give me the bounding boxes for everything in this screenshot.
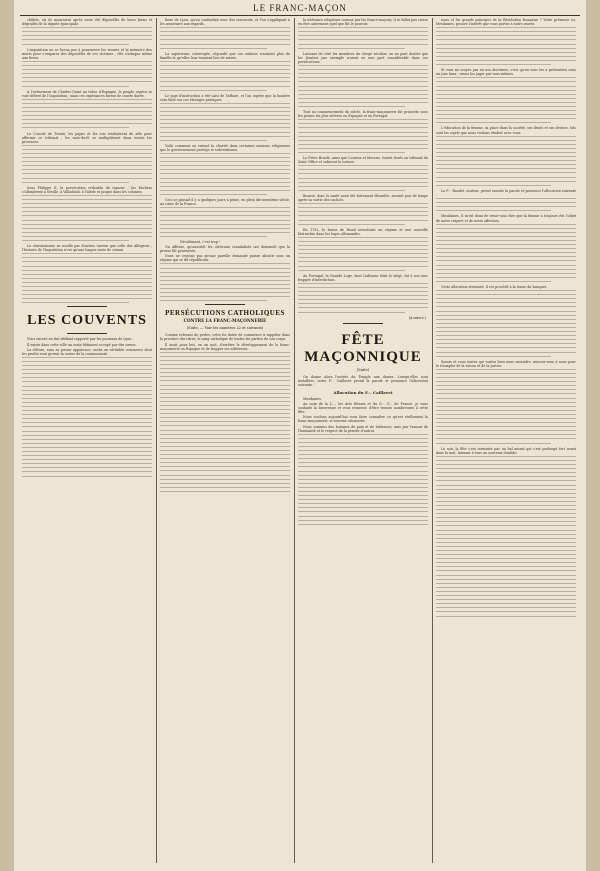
article-paragraph: Au nom de la L.·., les Arts Réunis et du G.·. O.·. de France, je vous souhaite la bienvenue et vous remercie d'être venues nombreuses à cette fête.	[298, 402, 428, 415]
column-divider	[294, 18, 295, 863]
text-block	[160, 207, 290, 237]
article-paragraph: Le F.·. Baudet, orateur, prend ensuite la parole et prononce l'allocution suivante :	[436, 188, 576, 197]
article-paragraph: châtiés, où ils mouraient après avoir été dépouillés de leurs biens et dégradés de la dignité épiscopale.	[22, 18, 152, 27]
article-paragraph: Le Frère Bruslé, ainsi que Coustos et Moreno, furent livrés au tribunal du Saint-Office et subirent la torture.	[298, 156, 428, 165]
text-block	[436, 456, 576, 617]
article-paragraph: L'inquisition ne se borna pas à poursuivre les vivants et la mémoire des morts pour s'emparer des dépouilles de ces victimes ; elle s'attaqua même aux livres.	[22, 47, 152, 60]
article-paragraph: Ceci se passait il y a quelques jours à peine, en plein dix-neuvième siècle, au cœur de la France.	[160, 198, 290, 207]
column-divider	[156, 18, 157, 863]
article-paragraph: Au Portugal, la Grande Loge, dont Lisbonne était le siège, fut à son tour frappée d'interdiction.	[298, 273, 428, 282]
column-divider	[432, 18, 433, 863]
article-paragraph: Nous ne croyons pas qu'une pareille demande puisse aboutir sous un régime qui se dit républicain.	[160, 254, 290, 263]
article-paragraph: On donne alors l'entrée du Temple aux dames. Lorsqu'elles sont installées, notre F.·. Caillavet prend la parole et prononce l'allocution suivante :	[298, 374, 428, 387]
article-paragraph: Mesdames, il m'est doux de venir vous dire que la femme a toujours été l'objet de notre respect et de notre affection.	[436, 214, 576, 223]
article-paragraph: Le Concile de Trente, les papes et les rois rivalisèrent de zèle pour affermir ce tribunal ; les auto-da-fé se multiplièrent dans toutes les provinces.	[22, 131, 152, 144]
text-block	[22, 145, 152, 183]
article-paragraph: Comme relevant de perles, cette foi datée de commence à rappeler dans la province des titres, le sang catholique de toutes les parties de son corps.	[160, 333, 290, 342]
text-block	[436, 136, 576, 186]
section-separator	[67, 306, 107, 307]
article-paragraph: En 1792, le baron de Hund introduisit un régime et une nouvelle hiérarchie dans les loges allemandes.	[298, 227, 428, 236]
column-3	[298, 18, 428, 863]
text-block	[298, 203, 428, 224]
text-block	[22, 195, 152, 241]
dialogue-line: Décidément, c'est trop !	[180, 239, 221, 244]
right-page-edge	[586, 0, 600, 871]
column-4	[436, 18, 576, 863]
text-block	[22, 357, 152, 477]
article-paragraph: On affirme, qu'aussitôt les cléricaux scandalisés ont demandé que la presse fût poursuivie.	[160, 245, 290, 254]
article-paragraph: Nous sommes des hommes de paix et de tolérance, unis par l'amour de l'humanité et le respect de la pensée d'autrui.	[298, 424, 428, 433]
text-block	[160, 153, 290, 195]
section-separator	[67, 333, 107, 334]
article-paragraph: Brunsé, dont la santé avait été fortement ébranlée, mourut peu de temps après sa sortie des cachots.	[298, 193, 428, 203]
text-block	[22, 253, 152, 303]
text-block	[436, 198, 576, 211]
text-block	[160, 61, 290, 91]
text-block	[298, 434, 428, 525]
article-paragraph: Le soir, la fête s'est terminée par un bal animé qui s'est prolongé fort avant dans la nuit, laissant à tous un souvenir durable.	[436, 446, 576, 455]
section-note: (Suite)	[356, 367, 370, 372]
text-block	[160, 103, 290, 141]
masthead-rule	[20, 15, 580, 16]
text-block	[160, 352, 290, 492]
text-block	[22, 99, 152, 129]
text-block	[22, 61, 152, 87]
section-title-les-couvents: LES COUVENTS	[27, 313, 147, 329]
article-paragraph: lieue de Lyon, qu'on confondait avec des innocents, et l'on s'appliquait à les soustraire aux regards.	[160, 18, 290, 27]
text-block	[298, 165, 428, 191]
section-separator	[205, 304, 245, 305]
allocution-title: Allocution du F.·. Caillavet	[333, 389, 393, 395]
text-block	[298, 65, 428, 107]
masthead-title: LE FRANC-MAÇON	[253, 3, 347, 13]
text-block	[22, 27, 152, 44]
left-page-edge	[0, 0, 14, 871]
text-block	[160, 263, 290, 301]
article-paragraph: la tolérance religieuse connue par les francs-maçons, il se fallut pas croire en être autrement quel que fût le pouvoir.	[298, 18, 428, 27]
article-paragraph: La supérieure, interrogée, répondit que ces enfants n'avaient plus de famille et qu'elles leur tenaient lieu de mères.	[160, 51, 290, 60]
text-block	[436, 27, 576, 65]
article-paragraph: Voici encore un fait édifiant rapporté par les journaux de Lyon :	[27, 337, 134, 342]
article-paragraph: Il existe dans cette ville un vaste bâtiment occupé par des sœurs.	[27, 342, 137, 347]
article-paragraph: Nous voulons aujourd'hui vous faire connaître ce qu'est réellement la franc-maçonnerie, si souvent calomniée.	[298, 415, 428, 424]
article-paragraph: A l'avènement de Charles-Quint au trône d'Espagne, le peuple espéra se voir délivré de l'Inquisition ; mais ces espérances furent de courte durée.	[22, 89, 152, 98]
text-block	[298, 27, 428, 48]
article-paragraph: Le christianisme se souille par d'autres tueries que celle des Albigeois ; l'histoire de l'Inquisition n'est qu'une longue suite de crimes.	[22, 244, 152, 253]
article-paragraph: Il avait pour but, en un mot, d'arrêter le développement de la franc-maçonnerie en Espagne et de frapper ses adhérents.	[160, 342, 290, 351]
article-paragraph: Mesdames,	[303, 396, 322, 401]
text-block	[436, 290, 576, 357]
article-paragraph: Voilà comment on entend la charité dans certaines maisons religieuses que le gouvernement protège et subventionne.	[160, 143, 290, 152]
article-paragraph: Si vous ne croyez pas en nos doctrines, c'est qu'on vous les a présentées sous un jour faux ; venez les juger par vous-mêmes.	[436, 68, 576, 77]
article-paragraph: Sœurs et vous toutes qui voulez bien nous entendre, unissez-vous à nous pour le triomphe de la raison et de la justice.	[436, 359, 576, 368]
text-block	[436, 224, 576, 282]
section-note: (Suite, — Voir les numéros 22 et suivants)	[186, 326, 264, 331]
text-block	[160, 27, 290, 48]
article-paragraph: Tout au commencement du siècle, la franc-maçonnerie fut proscrite sous les peines les plus sévères en Espagne et en Portugal.	[298, 110, 428, 119]
article-paragraph: Cette allocution terminée, il est procédé à la tenue du banquet.	[441, 285, 548, 289]
column-2	[160, 18, 290, 863]
text-block	[298, 237, 428, 271]
text-block	[436, 369, 576, 444]
section-title-persecutions: PERSÉCUTIONS CATHOLIQUES	[165, 309, 285, 318]
text-block	[298, 119, 428, 153]
text-block	[436, 77, 576, 123]
article-paragraph: Laissant de côté les membres du clergé séculier, on ne peut douter que les jésuites par exemple n'aient eu une part considérable dans ces persécutions.	[298, 51, 428, 64]
article-paragraph: Le juge d'instruction a été saisi de l'affaire, et l'on espère que la lumière sera faite sur ces étranges pratiques.	[160, 93, 290, 102]
article-paragraph: La clôture, sous sa pieuse apparence, cache un véritable commerce dont les profits vont grossir la caisse de la communauté.	[22, 347, 152, 356]
article-paragraph: L'éducation de la femme, sa place dans la société, ses droits et ses devoirs, tels sont les sujets que nous voulons étudier avec vous.	[436, 126, 576, 135]
section-separator	[343, 323, 383, 324]
to-be-continued: (A suivre.)	[408, 315, 426, 320]
section-title-fete-maconnique: FÊTE MAÇONNIQUE	[304, 331, 422, 365]
text-block	[298, 283, 428, 313]
article-paragraph: Sous Philippe II, la persécution redoubla de rigueur ; les bûchers s'allumèrent à Séville, à Valladolid, à Tolède et jusque dans les colonies.	[22, 185, 152, 194]
section-subtitle: CONTRE LA FRANC-MAÇONNERIE	[183, 318, 267, 324]
column-1	[22, 18, 152, 863]
article-paragraph: nous et les grands principes de la Révolution française ? Votre présence ici, Mesdames, prouve l'intérêt que vous portez à notre œuvre.	[436, 18, 576, 27]
